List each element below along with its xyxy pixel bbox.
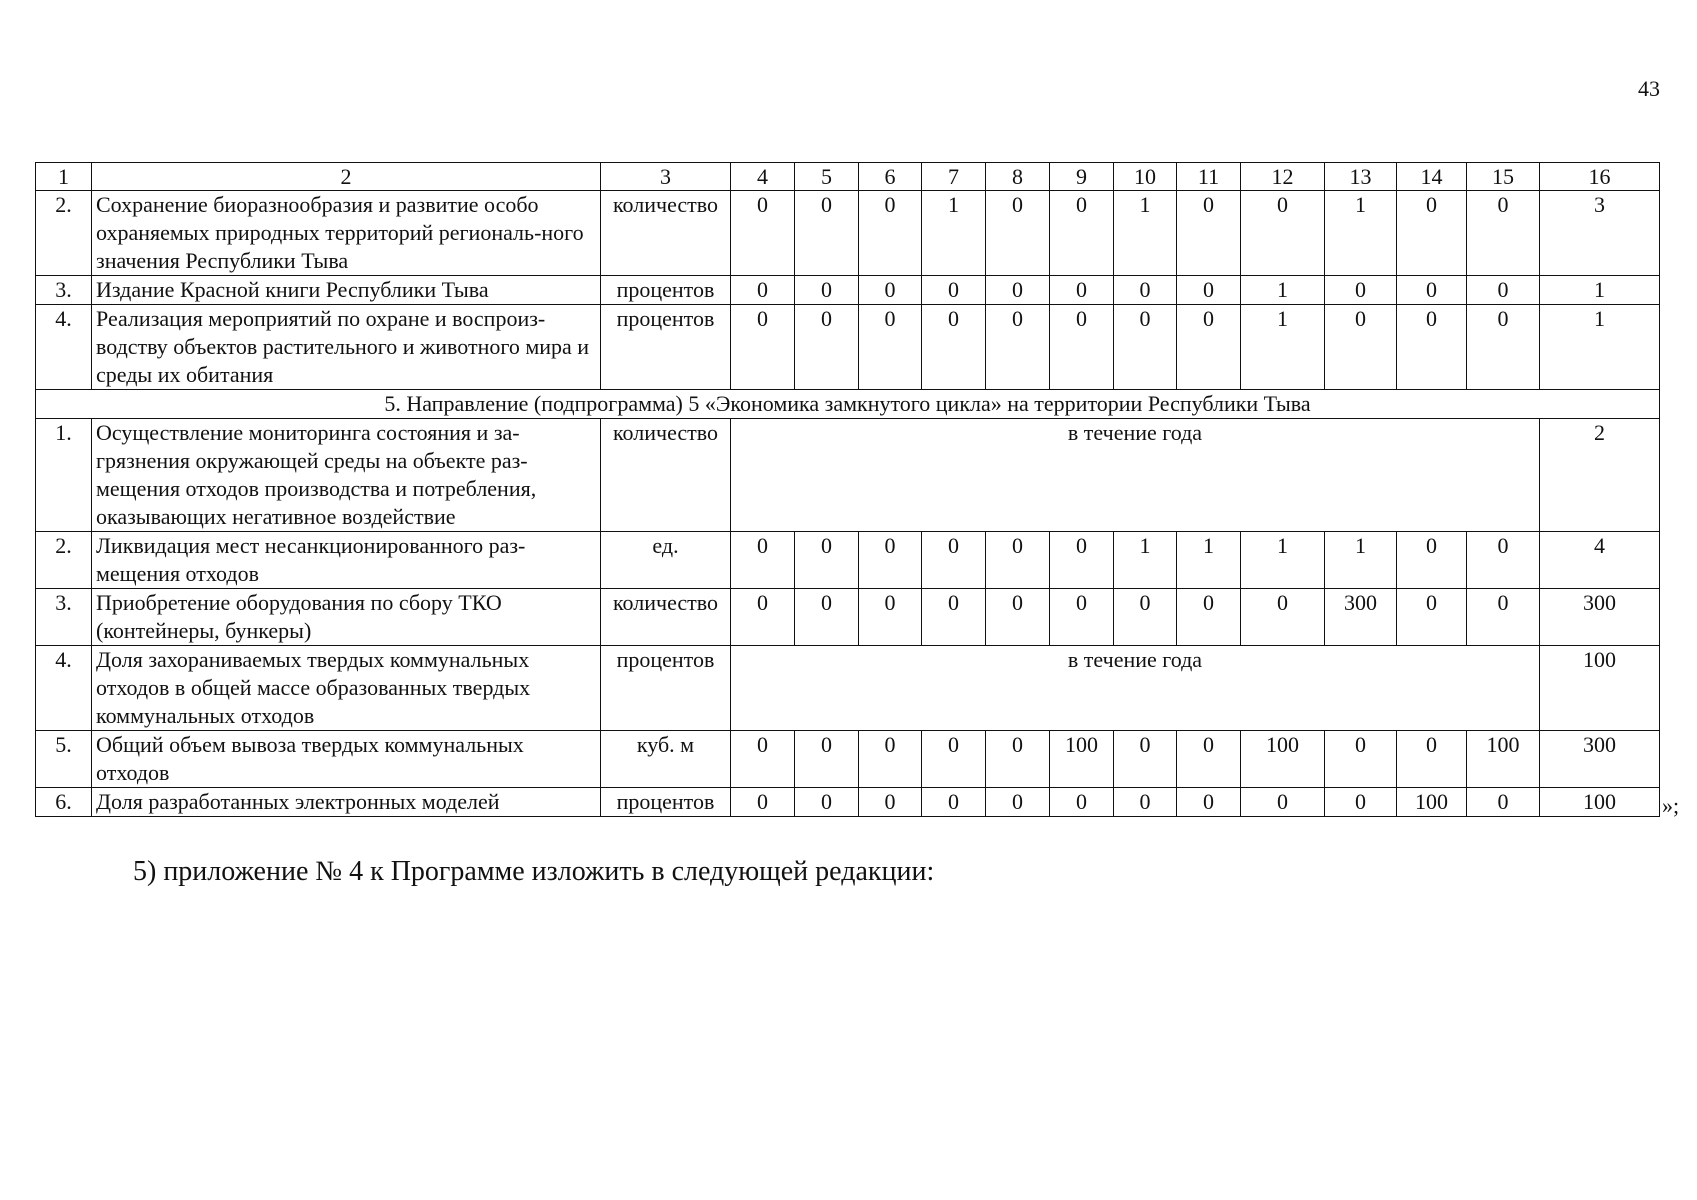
section-title: 5. Направление (подпрограмма) 5 «Экономика замкнутого цикла» на территории Республики Тыва <box>36 390 1660 419</box>
value-cell: 0 <box>1177 731 1241 788</box>
table-row <box>36 305 1660 390</box>
value-cell: 0 <box>1397 305 1467 390</box>
value-cell: 0 <box>1114 731 1177 788</box>
value-cell: 0 <box>1050 788 1114 817</box>
unit-cell: количество <box>601 589 731 646</box>
value-cell: 1 <box>1177 532 1241 589</box>
unit-cell: куб. м <box>601 731 731 788</box>
column-number: 12 <box>1241 163 1325 191</box>
table-row <box>36 646 1660 731</box>
value-cell: 100 <box>1397 788 1467 817</box>
value-cell: 0 <box>731 276 795 305</box>
value-cell: 0 <box>795 788 859 817</box>
column-number: 9 <box>1050 163 1114 191</box>
unit-cell: процентов <box>601 305 731 390</box>
amendment-paragraph: 5) приложение № 4 к Программе изложить в следующей редакции: <box>133 856 935 887</box>
column-number: 15 <box>1467 163 1540 191</box>
value-cell: 0 <box>859 305 922 390</box>
value-cell: 0 <box>859 731 922 788</box>
value-cell: 300 <box>1540 731 1660 788</box>
value-cell: 0 <box>731 532 795 589</box>
value-cell: 0 <box>1177 589 1241 646</box>
value-cell: 0 <box>986 589 1050 646</box>
column-number: 5 <box>795 163 859 191</box>
value-cell: 2 <box>1540 419 1660 532</box>
row-number: 5. <box>36 731 92 788</box>
unit-cell: количество <box>601 419 731 532</box>
value-cell: 300 <box>1325 589 1397 646</box>
page-number: 43 <box>1638 76 1660 101</box>
value-cell: 0 <box>731 305 795 390</box>
unit-cell: ед. <box>601 532 731 589</box>
value-cell: 0 <box>1467 788 1540 817</box>
row-number: 1. <box>36 419 92 532</box>
value-cell: 0 <box>986 788 1050 817</box>
row-number: 4. <box>36 305 92 390</box>
column-number: 6 <box>859 163 922 191</box>
table-row <box>36 532 1660 589</box>
section-row <box>36 390 1660 419</box>
value-cell: 1 <box>1241 276 1325 305</box>
value-cell: 0 <box>922 276 986 305</box>
indicators-table <box>35 162 1660 817</box>
value-cell: 0 <box>1325 305 1397 390</box>
value-cell: 0 <box>1241 191 1325 276</box>
unit-cell: процентов <box>601 788 731 817</box>
value-cell: 100 <box>1050 731 1114 788</box>
value-cell: 100 <box>1540 788 1660 817</box>
value-cell: 0 <box>1177 788 1241 817</box>
value-cell: 0 <box>1397 731 1467 788</box>
during-year-cell: в течение года <box>731 646 1540 731</box>
column-number: 16 <box>1540 163 1660 191</box>
indicator-name: Доля захораниваемых твердых коммунальных отходов в общей массе образованных твердых коммунальных отходов <box>92 646 601 731</box>
column-number: 2 <box>92 163 601 191</box>
value-cell: 0 <box>795 589 859 646</box>
indicator-name: Сохранение биоразнообразия и развитие особо охраняемых природных территорий региональ-ного значения Республики Тыва <box>92 191 601 276</box>
value-cell: 0 <box>986 276 1050 305</box>
value-cell: 0 <box>986 731 1050 788</box>
unit-cell: процентов <box>601 646 731 731</box>
value-cell: 0 <box>731 731 795 788</box>
value-cell: 0 <box>1397 276 1467 305</box>
table-row <box>36 589 1660 646</box>
column-number: 8 <box>986 163 1050 191</box>
indicator-name: Доля разработанных электронных моделей <box>92 788 601 817</box>
value-cell: 0 <box>1467 276 1540 305</box>
value-cell: 0 <box>1050 589 1114 646</box>
row-number: 3. <box>36 589 92 646</box>
value-cell: 100 <box>1540 646 1660 731</box>
value-cell: 1 <box>1540 276 1660 305</box>
value-cell: 0 <box>1114 589 1177 646</box>
table-row <box>36 419 1660 532</box>
value-cell: 0 <box>795 276 859 305</box>
value-cell: 300 <box>1540 589 1660 646</box>
value-cell: 0 <box>859 788 922 817</box>
value-cell: 1 <box>1114 532 1177 589</box>
value-cell: 1 <box>1325 191 1397 276</box>
value-cell: 4 <box>1540 532 1660 589</box>
value-cell: 0 <box>1467 589 1540 646</box>
closing-quote: »; <box>1662 793 1680 818</box>
value-cell: 0 <box>1114 788 1177 817</box>
value-cell: 0 <box>1241 788 1325 817</box>
unit-cell: количество <box>601 191 731 276</box>
row-number: 4. <box>36 646 92 731</box>
value-cell: 100 <box>1241 731 1325 788</box>
value-cell: 0 <box>1050 191 1114 276</box>
value-cell: 0 <box>1467 305 1540 390</box>
column-number-row <box>36 163 1660 191</box>
column-number: 1 <box>36 163 92 191</box>
during-year-cell: в течение года <box>731 419 1540 532</box>
value-cell: 0 <box>1397 589 1467 646</box>
column-number: 7 <box>922 163 986 191</box>
value-cell: 3 <box>1540 191 1660 276</box>
indicator-name: Издание Красной книги Республики Тыва <box>92 276 601 305</box>
value-cell: 0 <box>1325 731 1397 788</box>
value-cell: 0 <box>1177 305 1241 390</box>
value-cell: 1 <box>1241 305 1325 390</box>
row-number: 2. <box>36 191 92 276</box>
table-row <box>36 731 1660 788</box>
value-cell: 0 <box>922 305 986 390</box>
value-cell: 0 <box>731 191 795 276</box>
value-cell: 0 <box>986 191 1050 276</box>
value-cell: 1 <box>1241 532 1325 589</box>
value-cell: 0 <box>859 532 922 589</box>
value-cell: 1 <box>1540 305 1660 390</box>
value-cell: 0 <box>731 788 795 817</box>
table-row <box>36 788 1660 817</box>
value-cell: 0 <box>795 305 859 390</box>
column-number: 14 <box>1397 163 1467 191</box>
column-number: 3 <box>601 163 731 191</box>
value-cell: 0 <box>1177 191 1241 276</box>
unit-cell: процентов <box>601 276 731 305</box>
row-number: 6. <box>36 788 92 817</box>
value-cell: 0 <box>986 305 1050 390</box>
table-row <box>36 191 1660 276</box>
value-cell: 0 <box>1050 532 1114 589</box>
value-cell: 0 <box>1397 532 1467 589</box>
value-cell: 0 <box>859 589 922 646</box>
value-cell: 0 <box>922 788 986 817</box>
value-cell: 0 <box>795 532 859 589</box>
indicator-name: Приобретение оборудования по сбору ТКО (контейнеры, бункеры) <box>92 589 601 646</box>
indicator-name: Реализация мероприятий по охране и воспроиз-водству объектов растительного и животного мира и среды их обитания <box>92 305 601 390</box>
value-cell: 0 <box>859 191 922 276</box>
column-number: 10 <box>1114 163 1177 191</box>
row-number: 2. <box>36 532 92 589</box>
indicator-name: Общий объем вывоза твердых коммунальных отходов <box>92 731 601 788</box>
value-cell: 0 <box>922 532 986 589</box>
row-number: 3. <box>36 276 92 305</box>
value-cell: 0 <box>922 589 986 646</box>
column-number: 4 <box>731 163 795 191</box>
value-cell: 1 <box>1325 532 1397 589</box>
indicator-name: Осуществление мониторинга состояния и за-грязнения окружающей среды на объекте раз-мещения отходов производства и потребления, оказывающих негативное воздействие <box>92 419 601 532</box>
value-cell: 0 <box>1050 305 1114 390</box>
value-cell: 0 <box>1467 191 1540 276</box>
value-cell: 0 <box>1397 191 1467 276</box>
value-cell: 0 <box>1114 305 1177 390</box>
value-cell: 0 <box>795 191 859 276</box>
value-cell: 0 <box>1241 589 1325 646</box>
value-cell: 1 <box>1114 191 1177 276</box>
column-number: 13 <box>1325 163 1397 191</box>
value-cell: 0 <box>986 532 1050 589</box>
value-cell: 0 <box>731 589 795 646</box>
value-cell: 0 <box>859 276 922 305</box>
value-cell: 0 <box>1050 276 1114 305</box>
value-cell: 0 <box>1114 276 1177 305</box>
column-number: 11 <box>1177 163 1241 191</box>
value-cell: 0 <box>922 731 986 788</box>
value-cell: 0 <box>1177 276 1241 305</box>
value-cell: 0 <box>1325 276 1397 305</box>
value-cell: 0 <box>1467 532 1540 589</box>
value-cell: 1 <box>922 191 986 276</box>
value-cell: 100 <box>1467 731 1540 788</box>
indicator-name: Ликвидация мест несанкционированного раз-мещения отходов <box>92 532 601 589</box>
value-cell: 0 <box>1325 788 1397 817</box>
value-cell: 0 <box>795 731 859 788</box>
table-row <box>36 276 1660 305</box>
